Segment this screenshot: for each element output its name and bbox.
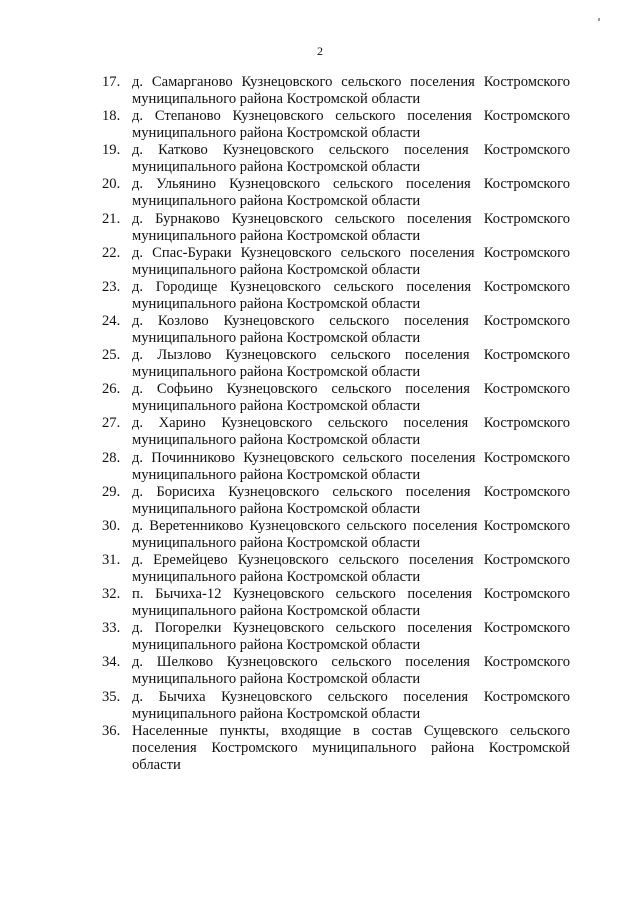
list-item (102, 211, 570, 245)
list-item (102, 552, 570, 586)
list-item (102, 484, 570, 518)
item-number: 21. (102, 210, 121, 227)
item-number: 28. (102, 449, 121, 466)
list-item (102, 142, 570, 176)
item-text: д. Борисиха Кузнецовского сельского поселения Костромского муниципального района Костромской области (132, 483, 570, 517)
list-item (102, 586, 570, 620)
list-item (102, 518, 570, 552)
item-text: д. Харино Кузнецовского сельского поселения Костромского муниципального района Костромской области (132, 415, 570, 449)
list-item (102, 381, 570, 415)
item-text: д. Шелково Кузнецовского сельского поселения Костромского муниципального района Костромской области (132, 654, 570, 688)
item-text: д. Ульянино Кузнецовского сельского поселения Костромского муниципального района Костромской области (132, 176, 570, 210)
list-item (102, 108, 570, 142)
item-text: д. Еремейцево Кузнецовского сельского поселения Костромского муниципального района Костромской области (132, 551, 570, 585)
list-item (102, 279, 570, 313)
item-number: 36. (102, 722, 121, 739)
list-item (102, 450, 570, 484)
list-item (102, 176, 570, 210)
item-number: 19. (102, 142, 121, 159)
item-number: 18. (102, 108, 121, 125)
item-text: Населенные пункты, входящие в состав Сущевского сельского поселения Костромского муниципального района Костромской области (132, 722, 570, 773)
list-item (102, 415, 570, 449)
list-item (102, 620, 570, 654)
item-number: 34. (102, 654, 121, 671)
list-item (102, 313, 570, 347)
item-number: 30. (102, 517, 121, 534)
item-text: д. Погорелки Кузнецовского сельского поселения Костромского муниципального района Костромской области (132, 620, 570, 654)
list-item (102, 347, 570, 381)
item-text: д. Софьино Кузнецовского сельского поселения Костромского муниципального района Костромской области (132, 381, 570, 415)
item-text: д. Козлово Кузнецовского сельского поселения Костромского муниципального района Костромской области (132, 312, 570, 346)
item-number: 25. (102, 347, 121, 364)
item-text: д. Катково Кузнецовского сельского поселения Костромского муниципального района Костромской области (132, 142, 570, 176)
item-text: д. Самарганово Кузнецовского сельского поселения Костромского муниципального района Костромской области (132, 74, 570, 107)
item-number: 22. (102, 244, 121, 261)
list-item (102, 723, 570, 774)
item-text: д. Веретенниково Кузнецовского сельского поселения Костромского муниципального района Костромской области (132, 517, 570, 551)
item-number: 32. (102, 586, 121, 603)
item-number: 31. (102, 551, 121, 568)
item-text: д. Бурнаково Кузнецовского сельского поселения Костромского муниципального района Костромской области (132, 210, 570, 244)
item-text: д. Степаново Кузнецовского сельского поселения Костромского муниципального района Костромской области (132, 108, 570, 142)
scan-mark (598, 18, 600, 21)
item-number: 29. (102, 483, 121, 500)
item-text: д. Спас-Бураки Кузнецовского сельского поселения Костромского муниципального района Костромской области (132, 244, 570, 278)
item-text: д. Бычиха Кузнецовского сельского поселения Костромского муниципального района Костромской области (132, 688, 570, 722)
item-text: д. Починниково Кузнецовского сельского поселения Костромского муниципального района Костромской области (132, 449, 570, 483)
item-number: 27. (102, 415, 121, 432)
item-number: 23. (102, 278, 121, 295)
item-number: 17. (102, 74, 121, 90)
list-item (102, 689, 570, 723)
list-item (102, 654, 570, 688)
list-item (102, 245, 570, 279)
item-number: 35. (102, 688, 121, 705)
item-number: 26. (102, 381, 121, 398)
settlement-list (102, 74, 570, 774)
item-text: п. Бычиха-12 Кузнецовского сельского поселения Костромского муниципального района Костромской области (132, 586, 570, 620)
item-text: д. Городище Кузнецовского сельского поселения Костромского муниципального района Костромской области (132, 278, 570, 312)
list-item (102, 74, 570, 108)
item-number: 33. (102, 620, 121, 637)
item-text: д. Лызлово Кузнецовского сельского поселения Костромского муниципального района Костромской области (132, 347, 570, 381)
item-number: 20. (102, 176, 121, 193)
page-number: 2 (317, 44, 323, 58)
item-number: 24. (102, 312, 121, 329)
